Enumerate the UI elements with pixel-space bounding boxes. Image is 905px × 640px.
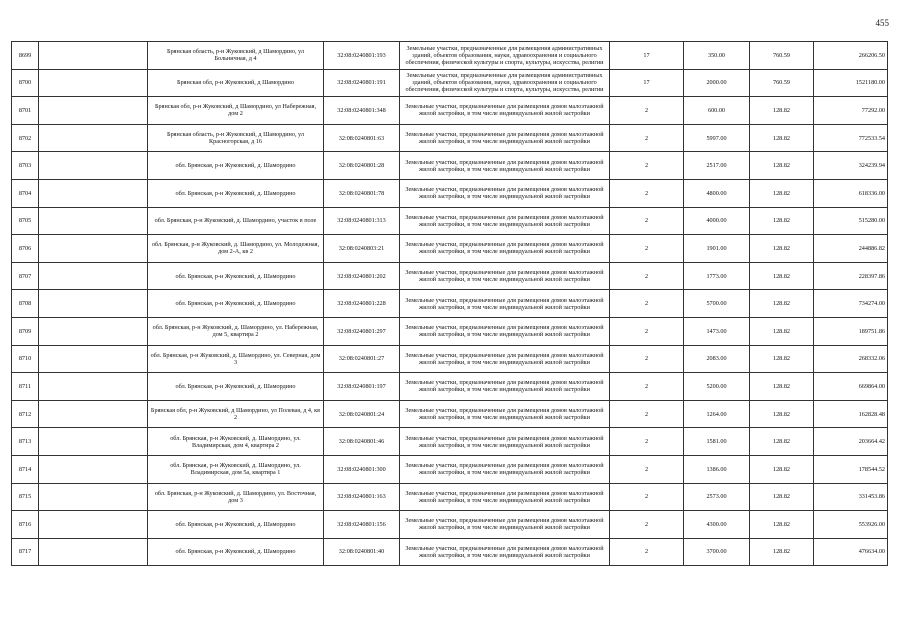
land-use-cell: Земельные участки, предназначенные для размещения домов малоэтажной жилой застройки, в том числе индивидуальной жилой застройки bbox=[400, 345, 610, 373]
land-use-cell: Земельные участки, предназначенные для размещения домов малоэтажной жилой застройки, в том числе индивидуальной жилой застройки bbox=[400, 400, 610, 428]
group-code-cell: 2 bbox=[610, 262, 684, 290]
group-code-cell: 2 bbox=[610, 290, 684, 318]
table-row bbox=[12, 455, 888, 483]
address-cell: обл. Брянская, р-н Жуковский, д. Шамордино bbox=[148, 152, 324, 180]
specific-value-cell: 128.82 bbox=[750, 317, 814, 345]
land-use-cell: Земельные участки, предназначенные для размещения домов малоэтажной жилой застройки, в том числе индивидуальной жилой застройки bbox=[400, 207, 610, 235]
row-number-cell: 8700 bbox=[12, 69, 39, 97]
address-cell: Брянская область, р-н Жуковский, д Шамордино, ул Красногорская, д 16 bbox=[148, 124, 324, 152]
area-cell: 2573.00 bbox=[684, 483, 750, 511]
cadastral-value-cell: 203664.42 bbox=[814, 428, 888, 456]
row-number-cell: 8706 bbox=[12, 235, 39, 263]
cadastral-number-cell: 32:08:0240801:40 bbox=[324, 538, 400, 566]
cadastral-value-cell: 324239.94 bbox=[814, 152, 888, 180]
cadastral-number-cell: 32:08:0240801:348 bbox=[324, 97, 400, 125]
specific-value-cell: 128.82 bbox=[750, 235, 814, 263]
blank-cell bbox=[39, 207, 148, 235]
address-cell: Брянская обл, р-н Жуковский, д Шамордино bbox=[148, 69, 324, 97]
area-cell: 3700.00 bbox=[684, 538, 750, 566]
address-cell: обл. Брянская, р-н Жуковский, д. Шамордино, ул. Восточная, дом 3 bbox=[148, 483, 324, 511]
cadastral-number-cell: 32:08:0240801:228 bbox=[324, 290, 400, 318]
area-cell: 1581.00 bbox=[684, 428, 750, 456]
table-row bbox=[12, 124, 888, 152]
area-cell: 350.00 bbox=[684, 42, 750, 70]
group-code-cell: 2 bbox=[610, 373, 684, 401]
row-number-cell: 8712 bbox=[12, 400, 39, 428]
group-code-cell: 2 bbox=[610, 179, 684, 207]
row-number-cell: 8715 bbox=[12, 483, 39, 511]
cadastral-number-cell: 32:08:0240801:46 bbox=[324, 428, 400, 456]
specific-value-cell: 128.82 bbox=[750, 483, 814, 511]
cadastral-number-cell: 32:08:0240801:202 bbox=[324, 262, 400, 290]
land-use-cell: Земельные участки, предназначенные для размещения домов малоэтажной жилой застройки, в том числе индивидуальной жилой застройки bbox=[400, 455, 610, 483]
cadastral-value-cell: 228397.86 bbox=[814, 262, 888, 290]
blank-cell bbox=[39, 455, 148, 483]
cadastral-number-cell: 32:08:0240801:156 bbox=[324, 511, 400, 539]
land-use-cell: Земельные участки, предназначенные для размещения административных зданий, объектов образования, науки, здравоохранения и социального обеспечения, физической культуры и спорта, культуры, искусства, религии bbox=[400, 42, 610, 70]
address-cell: обл. Брянская, р-н Жуковский, д. Шамордино, ул. Северная, дом 3 bbox=[148, 345, 324, 373]
address-cell: обл. Брянская, р-н Жуковский, д. Шамордино, участок в поле bbox=[148, 207, 324, 235]
area-cell: 5997.00 bbox=[684, 124, 750, 152]
area-cell: 4000.00 bbox=[684, 207, 750, 235]
specific-value-cell: 760.59 bbox=[750, 42, 814, 70]
area-cell: 2000.00 bbox=[684, 69, 750, 97]
blank-cell bbox=[39, 124, 148, 152]
land-use-cell: Земельные участки, предназначенные для размещения домов малоэтажной жилой застройки, в том числе индивидуальной жилой застройки bbox=[400, 262, 610, 290]
group-code-cell: 2 bbox=[610, 152, 684, 180]
area-cell: 1264.00 bbox=[684, 400, 750, 428]
table-row bbox=[12, 511, 888, 539]
group-code-cell: 2 bbox=[610, 400, 684, 428]
row-number-cell: 8702 bbox=[12, 124, 39, 152]
cadastral-value-cell: 553926.00 bbox=[814, 511, 888, 539]
address-cell: обл. Брянская, р-н Жуковский, д. Шамордино, ул. Набережная, дом 5, квартира 2 bbox=[148, 317, 324, 345]
cadastral-number-cell: 32:08:0240801:297 bbox=[324, 317, 400, 345]
row-number-cell: 8708 bbox=[12, 290, 39, 318]
land-use-cell: Земельные участки, предназначенные для размещения домов малоэтажной жилой застройки, в том числе индивидуальной жилой застройки bbox=[400, 152, 610, 180]
blank-cell bbox=[39, 262, 148, 290]
land-use-cell: Земельные участки, предназначенные для размещения домов малоэтажной жилой застройки, в том числе индивидуальной жилой застройки bbox=[400, 235, 610, 263]
address-cell: обл. Брянская, р-н Жуковский, д. Шамордино bbox=[148, 179, 324, 207]
blank-cell bbox=[39, 483, 148, 511]
group-code-cell: 2 bbox=[610, 207, 684, 235]
page-number: 455 bbox=[875, 18, 889, 28]
table-row bbox=[12, 317, 888, 345]
cadastral-value-cell: 266206.50 bbox=[814, 42, 888, 70]
table-row bbox=[12, 152, 888, 180]
group-code-cell: 2 bbox=[610, 317, 684, 345]
cadastral-value-cell: 515280.00 bbox=[814, 207, 888, 235]
land-use-cell: Земельные участки, предназначенные для размещения домов малоэтажной жилой застройки, в том числе индивидуальной жилой застройки bbox=[400, 511, 610, 539]
cadastral-number-cell: 32:08:0240801:163 bbox=[324, 483, 400, 511]
row-number-cell: 8699 bbox=[12, 42, 39, 70]
blank-cell bbox=[39, 345, 148, 373]
address-cell: обл. Брянская, р-н Жуковский, д. Шамордино, ул. Молодежная, дом 2-А, кв 2 bbox=[148, 235, 324, 263]
area-cell: 4300.00 bbox=[684, 511, 750, 539]
group-code-cell: 2 bbox=[610, 235, 684, 263]
specific-value-cell: 128.82 bbox=[750, 97, 814, 125]
land-use-cell: Земельные участки, предназначенные для размещения домов малоэтажной жилой застройки, в том числе индивидуальной жилой застройки bbox=[400, 483, 610, 511]
specific-value-cell: 760.59 bbox=[750, 69, 814, 97]
blank-cell bbox=[39, 373, 148, 401]
cadastral-value-cell: 189751.86 bbox=[814, 317, 888, 345]
group-code-cell: 2 bbox=[610, 483, 684, 511]
specific-value-cell: 128.82 bbox=[750, 345, 814, 373]
cadastral-value-cell: 244886.82 bbox=[814, 235, 888, 263]
land-use-cell: Земельные участки, предназначенные для размещения административных зданий, объектов образования, науки, здравоохранения и социального обеспечения, физической культуры и спорта, культуры, искусства, религии bbox=[400, 69, 610, 97]
cadastral-number-cell: 32:08:0240801:193 bbox=[324, 42, 400, 70]
table-row bbox=[12, 538, 888, 566]
blank-cell bbox=[39, 152, 148, 180]
address-cell: обл. Брянская, р-н Жуковский, д. Шамордино bbox=[148, 511, 324, 539]
blank-cell bbox=[39, 42, 148, 70]
area-cell: 5200.00 bbox=[684, 373, 750, 401]
land-use-cell: Земельные участки, предназначенные для размещения домов малоэтажной жилой застройки, в том числе индивидуальной жилой застройки bbox=[400, 97, 610, 125]
group-code-cell: 17 bbox=[610, 69, 684, 97]
address-cell: обл. Брянская, р-н Жуковский, д. Шамордино bbox=[148, 290, 324, 318]
blank-cell bbox=[39, 538, 148, 566]
specific-value-cell: 128.82 bbox=[750, 262, 814, 290]
cadastral-value-cell: 618336.00 bbox=[814, 179, 888, 207]
address-cell: обл. Брянская, р-н Жуковский, д. Шамордино bbox=[148, 262, 324, 290]
table-row bbox=[12, 235, 888, 263]
table-row bbox=[12, 400, 888, 428]
group-code-cell: 2 bbox=[610, 345, 684, 373]
address-cell: обл. Брянская, р-н Жуковский, д. Шамордино bbox=[148, 373, 324, 401]
specific-value-cell: 128.82 bbox=[750, 179, 814, 207]
address-cell: Брянская область, р-н Жуковский, д Шамордино, ул Больничная, д 4 bbox=[148, 42, 324, 70]
area-cell: 600.00 bbox=[684, 97, 750, 125]
group-code-cell: 2 bbox=[610, 428, 684, 456]
area-cell: 4800.00 bbox=[684, 179, 750, 207]
area-cell: 2517.00 bbox=[684, 152, 750, 180]
row-number-cell: 8717 bbox=[12, 538, 39, 566]
cadastral-number-cell: 32:08:0240801:191 bbox=[324, 69, 400, 97]
cadastral-number-cell: 32:08:0240801:24 bbox=[324, 400, 400, 428]
table-row bbox=[12, 290, 888, 318]
table-row bbox=[12, 373, 888, 401]
land-use-cell: Земельные участки, предназначенные для размещения домов малоэтажной жилой застройки, в том числе индивидуальной жилой застройки bbox=[400, 124, 610, 152]
row-number-cell: 8707 bbox=[12, 262, 39, 290]
area-cell: 5700.00 bbox=[684, 290, 750, 318]
blank-cell bbox=[39, 69, 148, 97]
table-row bbox=[12, 179, 888, 207]
land-use-cell: Земельные участки, предназначенные для размещения домов малоэтажной жилой застройки, в том числе индивидуальной жилой застройки bbox=[400, 317, 610, 345]
cadastral-value-cell: 331453.86 bbox=[814, 483, 888, 511]
cadastral-number-cell: 32:08:0240801:197 bbox=[324, 373, 400, 401]
cadastral-number-cell: 32:08:0240803:21 bbox=[324, 235, 400, 263]
specific-value-cell: 128.82 bbox=[750, 152, 814, 180]
cadastral-value-table bbox=[11, 41, 888, 566]
specific-value-cell: 128.82 bbox=[750, 400, 814, 428]
blank-cell bbox=[39, 179, 148, 207]
row-number-cell: 8709 bbox=[12, 317, 39, 345]
row-number-cell: 8703 bbox=[12, 152, 39, 180]
cadastral-number-cell: 32:08:0240801:313 bbox=[324, 207, 400, 235]
cadastral-value-cell: 1521180.00 bbox=[814, 69, 888, 97]
table-row bbox=[12, 42, 888, 70]
group-code-cell: 17 bbox=[610, 42, 684, 70]
row-number-cell: 8701 bbox=[12, 97, 39, 125]
cadastral-value-cell: 162828.48 bbox=[814, 400, 888, 428]
table-row bbox=[12, 69, 888, 97]
specific-value-cell: 128.82 bbox=[750, 207, 814, 235]
land-use-cell: Земельные участки, предназначенные для размещения домов малоэтажной жилой застройки, в том числе индивидуальной жилой застройки bbox=[400, 373, 610, 401]
blank-cell bbox=[39, 290, 148, 318]
cadastral-value-cell: 669864.00 bbox=[814, 373, 888, 401]
specific-value-cell: 128.82 bbox=[750, 455, 814, 483]
cadastral-value-cell: 476634.00 bbox=[814, 538, 888, 566]
address-cell: Брянская обл, р-н Жуковский, д Шамордино, ул Полевая, д 4, кв 2 bbox=[148, 400, 324, 428]
specific-value-cell: 128.82 bbox=[750, 373, 814, 401]
area-cell: 1473.00 bbox=[684, 317, 750, 345]
specific-value-cell: 128.82 bbox=[750, 538, 814, 566]
table-row bbox=[12, 207, 888, 235]
table-body bbox=[12, 42, 888, 566]
group-code-cell: 2 bbox=[610, 511, 684, 539]
table-row bbox=[12, 345, 888, 373]
specific-value-cell: 128.82 bbox=[750, 124, 814, 152]
row-number-cell: 8710 bbox=[12, 345, 39, 373]
area-cell: 1386.00 bbox=[684, 455, 750, 483]
cadastral-number-cell: 32:08:0240801:27 bbox=[324, 345, 400, 373]
row-number-cell: 8711 bbox=[12, 373, 39, 401]
cadastral-number-cell: 32:08:0240801:300 bbox=[324, 455, 400, 483]
group-code-cell: 2 bbox=[610, 97, 684, 125]
table-row bbox=[12, 483, 888, 511]
table-row bbox=[12, 97, 888, 125]
cadastral-value-cell: 77292.00 bbox=[814, 97, 888, 125]
blank-cell bbox=[39, 317, 148, 345]
area-cell: 1773.00 bbox=[684, 262, 750, 290]
cadastral-number-cell: 32:08:0240801:28 bbox=[324, 152, 400, 180]
land-use-cell: Земельные участки, предназначенные для размещения домов малоэтажной жилой застройки, в том числе индивидуальной жилой застройки bbox=[400, 538, 610, 566]
cadastral-value-cell: 734274.00 bbox=[814, 290, 888, 318]
specific-value-cell: 128.82 bbox=[750, 511, 814, 539]
row-number-cell: 8713 bbox=[12, 428, 39, 456]
land-use-cell: Земельные участки, предназначенные для размещения домов малоэтажной жилой застройки, в том числе индивидуальной жилой застройки bbox=[400, 179, 610, 207]
address-cell: Брянская обл, р-н Жуковский, д Шамордино, ул Набережная, дом 2 bbox=[148, 97, 324, 125]
table-row bbox=[12, 262, 888, 290]
group-code-cell: 2 bbox=[610, 455, 684, 483]
cadastral-value-cell: 772533.54 bbox=[814, 124, 888, 152]
blank-cell bbox=[39, 235, 148, 263]
blank-cell bbox=[39, 511, 148, 539]
blank-cell bbox=[39, 97, 148, 125]
specific-value-cell: 128.82 bbox=[750, 428, 814, 456]
row-number-cell: 8704 bbox=[12, 179, 39, 207]
row-number-cell: 8714 bbox=[12, 455, 39, 483]
specific-value-cell: 128.82 bbox=[750, 290, 814, 318]
cadastral-value-cell: 178544.52 bbox=[814, 455, 888, 483]
cadastral-value-cell: 268332.06 bbox=[814, 345, 888, 373]
blank-cell bbox=[39, 428, 148, 456]
address-cell: обл. Брянская, р-н Жуковский, д. Шамордино bbox=[148, 538, 324, 566]
row-number-cell: 8705 bbox=[12, 207, 39, 235]
table-row bbox=[12, 428, 888, 456]
address-cell: обл. Брянская, р-н Жуковский, д. Шамордино, ул. Владимирская, дом 4, квартира 2 bbox=[148, 428, 324, 456]
address-cell: обл. Брянская, р-н Жуковский, д. Шамордино, ул. Владимирская, дом 5а, квартира 1 bbox=[148, 455, 324, 483]
area-cell: 2083.00 bbox=[684, 345, 750, 373]
cadastral-number-cell: 32:08:0240801:63 bbox=[324, 124, 400, 152]
area-cell: 1901.00 bbox=[684, 235, 750, 263]
blank-cell bbox=[39, 400, 148, 428]
group-code-cell: 2 bbox=[610, 538, 684, 566]
cadastral-number-cell: 32:08:0240801:78 bbox=[324, 179, 400, 207]
land-use-cell: Земельные участки, предназначенные для размещения домов малоэтажной жилой застройки, в том числе индивидуальной жилой застройки bbox=[400, 428, 610, 456]
land-use-cell: Земельные участки, предназначенные для размещения домов малоэтажной жилой застройки, в том числе индивидуальной жилой застройки bbox=[400, 290, 610, 318]
group-code-cell: 2 bbox=[610, 124, 684, 152]
row-number-cell: 8716 bbox=[12, 511, 39, 539]
